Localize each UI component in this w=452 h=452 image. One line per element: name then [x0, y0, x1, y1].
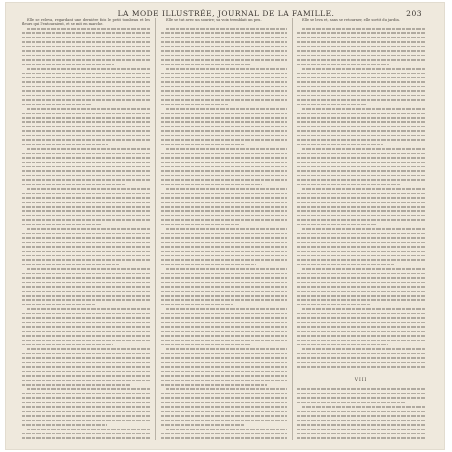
text-line — [297, 117, 425, 119]
text-line — [166, 268, 287, 270]
text-line — [22, 264, 119, 266]
page-number: 203 — [406, 9, 422, 18]
text-line — [161, 41, 287, 43]
text-line — [161, 273, 287, 275]
text-line — [22, 184, 125, 186]
text-line — [161, 317, 287, 319]
text-line — [161, 170, 287, 172]
text-line — [22, 210, 150, 212]
text-line — [297, 166, 425, 168]
text-line — [22, 206, 150, 208]
text-line — [27, 28, 150, 30]
text-line — [22, 139, 150, 141]
text-line — [22, 95, 150, 97]
text-line — [297, 126, 425, 128]
text-line — [297, 344, 388, 346]
text-line — [297, 144, 383, 146]
text-line — [27, 268, 150, 270]
text-line — [161, 340, 287, 342]
text-line — [302, 68, 425, 70]
text-line — [161, 77, 287, 79]
text-line — [161, 246, 287, 248]
text-line — [22, 86, 150, 88]
text-line — [166, 388, 287, 390]
text-line — [161, 411, 287, 413]
text-line — [297, 340, 425, 342]
text-line — [22, 135, 150, 137]
text-line — [22, 37, 150, 39]
text-line — [297, 184, 400, 186]
text-line — [22, 344, 113, 346]
text-line — [27, 308, 150, 310]
text-line — [297, 41, 425, 43]
text-line — [27, 388, 150, 390]
text-line — [22, 130, 150, 132]
text-line — [161, 219, 287, 221]
text-line — [161, 295, 287, 297]
text-line — [22, 384, 130, 386]
text-line — [161, 299, 287, 301]
text-line — [161, 55, 287, 57]
text-line — [22, 295, 150, 297]
text-line — [297, 206, 425, 208]
text-line — [161, 242, 287, 244]
text-line — [161, 259, 287, 261]
text-line — [161, 46, 287, 48]
text-line — [302, 348, 425, 350]
text-line — [22, 55, 150, 57]
text-line — [22, 259, 150, 261]
text-column-left — [22, 18, 150, 442]
text-line — [161, 144, 245, 146]
text-line — [297, 179, 425, 181]
text-line — [161, 121, 287, 123]
text-line — [161, 331, 287, 333]
text-line — [297, 81, 425, 83]
text-line — [297, 259, 425, 261]
text-line — [22, 99, 150, 101]
text-line — [22, 81, 150, 83]
text-line — [297, 175, 425, 177]
text-line — [161, 353, 287, 355]
text-line — [161, 406, 287, 408]
text-line — [302, 28, 425, 30]
text-line — [297, 233, 425, 235]
text-line — [22, 415, 150, 417]
text-line — [166, 68, 287, 70]
text-line — [161, 197, 287, 199]
text-line — [22, 304, 96, 306]
chapter-marker: VIII — [354, 378, 368, 383]
text-line — [22, 397, 150, 399]
text-line — [297, 335, 425, 337]
text-line — [22, 73, 150, 75]
text-line — [22, 299, 150, 301]
text-line — [161, 37, 287, 39]
text-line — [22, 41, 150, 43]
text-line — [166, 429, 287, 431]
text-line — [297, 397, 425, 399]
text-line — [27, 68, 150, 70]
text-line — [22, 90, 150, 92]
text-line — [297, 437, 425, 439]
text-line — [22, 362, 150, 364]
text-line — [161, 135, 287, 137]
text-line — [161, 357, 287, 359]
text-line — [22, 219, 150, 221]
text-line — [161, 90, 287, 92]
text-line — [297, 291, 425, 293]
text-line — [22, 255, 150, 257]
text-line — [297, 424, 425, 426]
text-line — [161, 73, 287, 75]
text-line — [161, 59, 287, 61]
text-line — [22, 170, 150, 172]
text-line — [22, 313, 150, 315]
text-line — [22, 193, 150, 195]
text-line — [22, 175, 150, 177]
text-line — [161, 215, 287, 217]
text-line — [297, 130, 425, 132]
text-line — [297, 264, 394, 266]
text-line — [161, 175, 287, 177]
text-line — [22, 380, 150, 382]
text-line — [161, 344, 250, 346]
text-line — [297, 304, 371, 306]
text-line — [22, 237, 150, 239]
text-line — [297, 215, 425, 217]
text-line — [22, 233, 150, 235]
text-line — [161, 251, 287, 253]
text-line — [297, 251, 425, 253]
text-line — [161, 130, 287, 132]
text-line — [161, 264, 256, 266]
text-line — [161, 202, 287, 204]
text-line — [22, 291, 150, 293]
text-line — [297, 193, 425, 195]
text-line — [297, 246, 425, 248]
text-line — [297, 157, 425, 159]
text-line — [22, 353, 150, 355]
text-line — [22, 286, 150, 288]
text-line — [297, 295, 425, 297]
text-line — [22, 406, 150, 408]
text-line — [297, 402, 405, 404]
text-line — [22, 197, 150, 199]
text-line — [161, 380, 287, 382]
text-line — [297, 210, 425, 212]
text-line — [161, 371, 287, 373]
text-line — [22, 317, 150, 319]
text-line — [22, 50, 150, 52]
text-line — [22, 251, 150, 253]
text-line — [22, 375, 150, 377]
text-line — [297, 331, 425, 333]
text-line — [22, 322, 150, 324]
text-line — [297, 415, 425, 417]
text-line — [161, 366, 287, 368]
text-line — [22, 117, 150, 119]
text-line — [297, 277, 425, 279]
text-line — [297, 202, 425, 204]
text-line — [22, 144, 108, 146]
text-line — [22, 166, 150, 168]
text-line — [22, 126, 150, 128]
text-line — [161, 291, 287, 293]
text-line — [161, 286, 287, 288]
text-line — [22, 113, 150, 115]
text-line — [27, 108, 150, 110]
column-intro: Elle se leva et, sans se retourner, elle sortit du jardin. — [302, 18, 400, 22]
text-line — [166, 228, 287, 230]
text-line — [166, 188, 287, 190]
text-line — [161, 95, 287, 97]
text-line — [161, 184, 262, 186]
text-line — [161, 393, 287, 395]
text-line — [22, 411, 150, 413]
text-line — [22, 104, 91, 106]
text-line — [161, 433, 287, 435]
text-line — [22, 77, 150, 79]
text-line — [302, 268, 425, 270]
text-line — [297, 197, 425, 199]
text-line — [22, 215, 150, 217]
text-line — [161, 113, 287, 115]
text-line — [22, 437, 150, 439]
text-line — [297, 282, 425, 284]
text-line — [22, 179, 150, 181]
column-intro: Elle se releva, regardant une dernière fois le petit tombeau et les fleurs qui l'entouraient, et se mit en marche. — [22, 18, 150, 27]
text-line — [22, 420, 150, 422]
text-line — [297, 113, 425, 115]
text-line — [22, 224, 102, 226]
text-line — [297, 242, 425, 244]
text-line — [161, 86, 287, 88]
text-line — [297, 224, 377, 226]
text-line — [161, 237, 287, 239]
text-line — [297, 64, 389, 66]
text-line — [161, 224, 239, 226]
text-line — [297, 90, 425, 92]
text-line — [22, 277, 150, 279]
text-line — [297, 433, 425, 435]
text-line — [27, 228, 150, 230]
text-line — [297, 99, 425, 101]
text-line — [22, 371, 150, 373]
text-line — [161, 193, 287, 195]
text-line — [297, 73, 425, 75]
text-line — [161, 157, 287, 159]
column-rule — [292, 18, 293, 440]
text-line — [297, 219, 425, 221]
text-line — [297, 393, 425, 395]
text-line — [161, 179, 287, 181]
text-line — [302, 148, 425, 150]
text-line — [22, 162, 150, 164]
text-line — [161, 397, 287, 399]
text-line — [22, 121, 150, 123]
text-line — [161, 104, 228, 106]
column-rule — [155, 18, 156, 440]
text-line — [27, 188, 150, 190]
text-line — [161, 415, 287, 417]
text-line — [297, 170, 425, 172]
text-line — [297, 326, 425, 328]
text-line — [22, 340, 150, 342]
text-line — [297, 388, 425, 390]
text-line — [22, 331, 150, 333]
text-line — [161, 424, 244, 426]
text-line — [297, 153, 425, 155]
text-line — [22, 246, 150, 248]
text-line — [22, 335, 150, 337]
text-line — [22, 357, 150, 359]
text-line — [27, 348, 150, 350]
text-line — [22, 157, 150, 159]
text-line — [297, 37, 425, 39]
text-line — [22, 424, 107, 426]
text-line — [297, 32, 425, 34]
text-line — [297, 357, 425, 359]
text-line — [161, 277, 287, 279]
text-line — [297, 353, 425, 355]
text-line — [166, 28, 287, 30]
text-line — [161, 166, 287, 168]
text-line — [297, 86, 425, 88]
text-line — [161, 99, 287, 101]
text-line — [161, 255, 287, 257]
text-line — [161, 326, 287, 328]
text-line — [297, 411, 425, 413]
text-line — [161, 384, 267, 386]
text-line — [22, 273, 150, 275]
text-line — [161, 210, 287, 212]
text-line — [161, 139, 287, 141]
text-line — [22, 242, 150, 244]
text-line — [161, 420, 287, 422]
text-line — [166, 308, 287, 310]
text-line — [22, 59, 150, 61]
text-line — [161, 437, 287, 439]
text-line — [161, 162, 287, 164]
text-line — [22, 32, 150, 34]
text-line — [297, 255, 425, 257]
text-line — [161, 402, 287, 404]
text-line — [297, 317, 425, 319]
text-line — [302, 188, 425, 190]
text-line — [297, 55, 425, 57]
text-line — [297, 237, 425, 239]
text-line — [161, 335, 287, 337]
text-line — [161, 282, 287, 284]
text-line — [22, 202, 150, 204]
text-line — [297, 362, 425, 364]
text-line — [161, 64, 251, 66]
text-line — [297, 366, 425, 368]
text-line — [302, 108, 425, 110]
text-line — [161, 32, 287, 34]
text-line — [297, 286, 425, 288]
text-line — [297, 121, 425, 123]
text-line — [297, 429, 425, 431]
text-line — [297, 104, 366, 106]
text-line — [161, 233, 287, 235]
text-line — [297, 162, 425, 164]
text-line — [297, 135, 425, 137]
text-column-middle — [161, 18, 287, 442]
text-line — [297, 95, 425, 97]
text-line — [297, 313, 425, 315]
text-line — [27, 429, 150, 431]
text-line — [166, 348, 287, 350]
text-line — [161, 362, 287, 364]
text-line — [161, 81, 287, 83]
text-line — [22, 366, 150, 368]
text-line — [161, 313, 287, 315]
text-line — [161, 117, 287, 119]
text-line — [297, 139, 425, 141]
text-line — [22, 64, 114, 66]
text-line — [297, 46, 425, 48]
text-line — [161, 206, 287, 208]
text-line — [302, 308, 425, 310]
running-title: LA MODE ILLUSTRÉE, JOURNAL DE LA FAMILLE. — [117, 9, 335, 18]
text-line — [161, 126, 287, 128]
text-line — [161, 322, 287, 324]
text-line — [166, 108, 287, 110]
text-line — [297, 420, 425, 422]
text-line — [297, 50, 425, 52]
text-line — [22, 326, 150, 328]
text-line — [161, 153, 287, 155]
text-line — [302, 406, 425, 408]
text-line — [22, 153, 150, 155]
text-line — [297, 299, 425, 301]
text-line — [297, 322, 425, 324]
text-line — [302, 228, 425, 230]
text-line — [161, 50, 287, 52]
column-intro: Elle se tut avec un sourire; sa voix tremblait un peu. — [166, 18, 262, 22]
text-line — [297, 273, 425, 275]
text-line — [22, 402, 150, 404]
text-line — [166, 148, 287, 150]
text-line — [297, 77, 425, 79]
text-line — [22, 46, 150, 48]
text-line — [22, 433, 150, 435]
text-line — [161, 375, 287, 377]
text-line — [297, 59, 425, 61]
text-line — [27, 148, 150, 150]
text-line — [22, 393, 150, 395]
text-line — [22, 282, 150, 284]
text-line — [161, 304, 233, 306]
